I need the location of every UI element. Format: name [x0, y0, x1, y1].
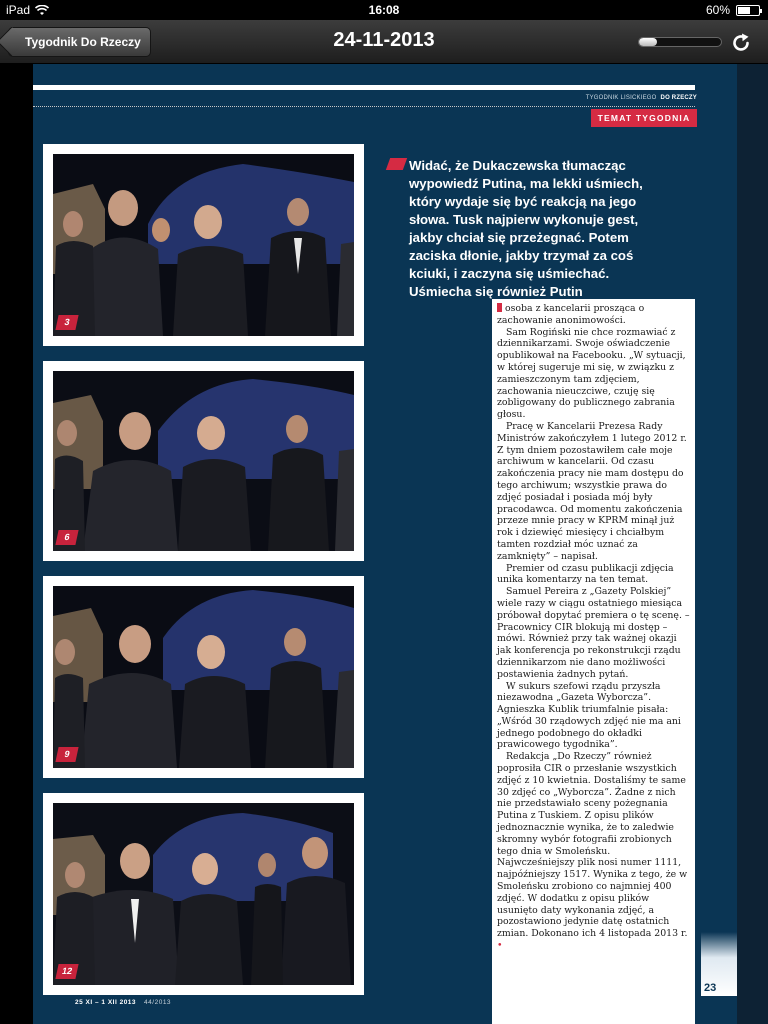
photo: [53, 586, 354, 768]
status-bar: [0, 0, 768, 20]
photo-number: 9: [55, 747, 78, 762]
photo-number: 12: [55, 964, 78, 979]
issue-date-title: 24-11-2013: [333, 29, 435, 51]
photo-frame: [43, 793, 364, 995]
article-paragraph: [497, 751, 690, 952]
photo: [53, 154, 354, 336]
navigation-bar: [0, 20, 768, 64]
article-text: osoba z kancelarii prosząca o zachowanie anonimowości.: [497, 303, 645, 326]
pull-quote: Widać, że Dukaczewska tłumacząc wypowiedź Putina, ma lekki uśmiech, który wydaje się być reakcją na jego słowa. Tusk najpierw wykonuje gest, jakby chciał się przeżegnać. Potem zaciska dłonie, jakby trzymał za coś kciuki, i zaczyna się uśmiechać. Uśmiecha się również Putin: [409, 158, 643, 299]
dotted-divider: [33, 106, 695, 107]
article-text: Redakcja „Do Rzeczy” również poprosiła CIR o przesłanie wszystkich zdjęć z 10 kwietnia. Dostaliśmy te same 30 zdjęć co „Wyborcza”. Żadne z nich nie przedstawiało sceny pożegnania Putina z Tuskiem. Z opisu plików jednoznacznie wynika, że to zaledwie skromny wybór fotografii zrobionych tego dnia w Smoleńsku. Najwcześniejszy plik nosi numer 1111, najpóźniejszy 1517. Wynika z tego, że w Smoleńsku zrobiono co najmniej 400 zdjęć. W dodatku z opisu plików usunięto daty wykonania zdjęć, a pozostawiono jedynie datę ostatnich zmian. Dokonano ich 4 listopada 2013 r.: [497, 751, 688, 940]
folio: [75, 999, 171, 1006]
folio-issue: 44/2013: [144, 999, 172, 1006]
photo-scene: [53, 803, 354, 985]
masthead-right: DO RZECZY: [660, 95, 697, 101]
section-label: TEMAT TYGODNIA: [591, 109, 697, 127]
photo-scene: [53, 371, 354, 551]
photo-frame: [43, 361, 364, 561]
page-edge: [737, 64, 768, 1024]
end-mark: •: [497, 940, 503, 952]
reading-progress-bar[interactable]: [638, 37, 722, 47]
battery-percent: 60%: [705, 3, 730, 17]
masthead-left: TYGODNIK LISICKIEGO: [585, 95, 657, 101]
refresh-icon[interactable]: [730, 32, 752, 54]
quote-mark: [386, 158, 407, 170]
photo: [53, 371, 354, 551]
top-rule: [33, 85, 695, 90]
article-column: [492, 299, 695, 1024]
article-paragraph: Premier od czasu publikacji zdjęcia unika komentarzy na ten temat.: [497, 562, 674, 586]
photo-scene: [53, 154, 354, 336]
page-number: 23: [704, 982, 717, 994]
photo-frame: [43, 576, 364, 778]
article-paragraph: Pracę w Kancelarii Prezesa Rady Ministrów zakończyłem 1 lutego 2012 r. Z tym dniem pozostawiłem całe moje archiwum w kancelarii. Od czasu zakończenia pracy nie mam dostępu do tego archiwum; wszystkie prawa do zdjęć posiadał i posiada mój były pracodawca. Od momentu zakończenia przeze mnie pracy w KPRM minął już rok i dziewięć miesięcy i chciałbym tamten rozdział móc uznać za zamknięty” – napisał.: [497, 420, 687, 562]
photo-frame: [43, 144, 364, 346]
photo: [53, 803, 354, 985]
device-name: iPad: [6, 3, 31, 17]
back-button-label: Tygodnik Do Rzeczy: [25, 35, 141, 49]
folio-date: 25 XI – 1 XII 2013: [75, 999, 137, 1006]
battery-icon: [736, 5, 760, 16]
article-paragraph: W sukurs szefowi rządu przyszła niezawodna „Gazeta Wyborcza”. Agnieszka Kublik triumfalnie pisała: „Wśród 30 rządowych zdjęć nie ma ani jednego podobnego do okładki prawicowego tygodnika”.: [497, 680, 681, 751]
masthead: [586, 95, 697, 101]
article-paragraph: Sam Rogiński nie chce rozmawiać z dziennikarzami. Swoje oświadczenie opublikował na Facebooku. „W sytuacji, w której sugeruje mi się, w związku z zamieszczonym tam zdjęciem, zachowania nieuczciwe, czuję się zobligowany do publicznego zabrania głosu.: [497, 326, 686, 421]
article-paragraph: [497, 303, 690, 327]
magazine-page[interactable]: [33, 64, 737, 1024]
photo-number: 6: [55, 530, 78, 545]
photo-scene: [53, 586, 354, 768]
status-time: 16:08: [368, 3, 400, 17]
paragraph-marker: [497, 303, 502, 312]
photo-number: 3: [55, 315, 78, 330]
article-paragraph: Samuel Pereira z „Gazety Polskiej” wiele razy w ciągu ostatniego miesiąca próbował dopytać premiera o tę scenę. – Pracownicy CIR blokują mi dostęp – mówi. Również przy tak ważnej okazji jak konferencja po rekonstrukcji rządu dziennikarzom nie dano możliwości postawienia żadnych pytań.: [497, 586, 690, 680]
